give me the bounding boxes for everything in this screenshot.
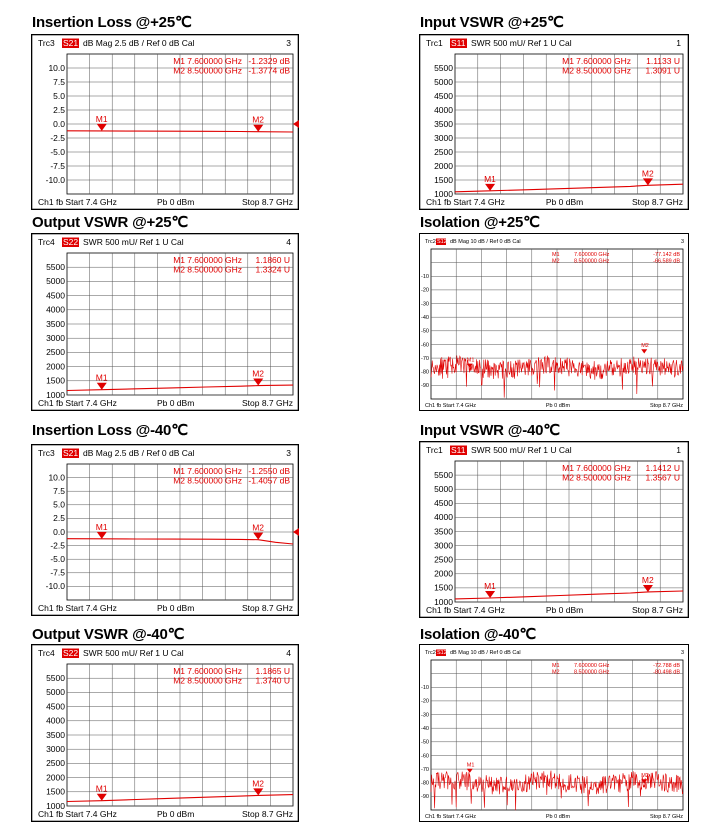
y-tick-label: -60 [421, 753, 429, 760]
y-tick-label: -90 [421, 383, 429, 390]
y-tick-label: 1500 [434, 174, 453, 185]
footer-channel: Ch1 fb Start 7.4 GHz [38, 603, 117, 613]
y-tick-label: 0.0 [53, 526, 65, 537]
param-label: S21 [63, 38, 79, 48]
marker-readout-value: -1.2550 dB [248, 466, 290, 476]
y-tick-label: -90 [421, 794, 429, 801]
y-tick-label: 4500 [434, 90, 453, 101]
marker-readout-name: M2 [562, 472, 574, 483]
y-tick-label: 3000 [434, 132, 453, 143]
y-tick-label: -5.0 [50, 146, 65, 157]
y-tick-label: 4000 [46, 715, 65, 726]
footer-stop: Stop 8.7 GHz [631, 197, 683, 207]
marker-readout-freq: 7.600000 GHz [573, 663, 610, 669]
footer-power: Pb 0 dBm [156, 197, 195, 207]
y-tick-label: 4000 [434, 512, 453, 523]
marker-readout-value: -1.4057 dB [248, 475, 290, 486]
marker-readout-value: 1.1865 U [255, 666, 290, 676]
trace-number: 3 [286, 448, 291, 458]
y-tick-label: 2500 [46, 347, 65, 358]
marker-readout-freq: 7.600000 GHz [187, 255, 243, 265]
trace-number: 1 [676, 38, 681, 48]
marker-readout-value: -1.2329 dB [248, 56, 290, 66]
marker-readout-freq: 7.600000 GHz [576, 463, 631, 473]
footer-power: Pb 0 dBm [156, 398, 195, 408]
marker-readout-value: -66.589 dB [653, 258, 680, 265]
y-tick-label: 7.5 [53, 486, 65, 497]
y-tick-label: 5.0 [53, 499, 65, 510]
y-tick-label: 2500 [434, 554, 453, 565]
marker-readout-name: M1 [551, 663, 560, 669]
chart-svg [419, 34, 689, 210]
footer-power: Pb 0 dBm [545, 814, 571, 820]
footer-stop: Stop 8.7 GHz [649, 403, 683, 409]
trace-label: Trc3 [38, 38, 55, 48]
marker-label: M2 [641, 343, 649, 350]
y-tick-label: 1500 [46, 375, 65, 386]
chart-svg [31, 34, 299, 210]
chart-svg [419, 233, 689, 411]
param-label: S12 [437, 239, 447, 245]
y-tick-label: 2500 [434, 146, 453, 157]
footer-channel: Ch1 fb Start 7.4 GHz [38, 398, 117, 408]
y-tick-label: 3500 [46, 729, 65, 740]
marker-label: M1 [95, 521, 108, 532]
marker-readout-value: -80.498 dB [653, 669, 680, 676]
y-tick-label: 5000 [434, 484, 453, 495]
y-tick-label: 5500 [434, 62, 453, 73]
y-tick-label: 3500 [434, 526, 453, 537]
y-tick-label: 3500 [434, 118, 453, 129]
marker-readout-name: M2 [551, 258, 560, 265]
y-tick-label: 2000 [434, 568, 453, 579]
marker-readout-name: M1 [173, 466, 186, 476]
marker-readout-name: M2 [173, 675, 186, 686]
chart-svg [31, 444, 299, 616]
marker-readout-value: 1.3324 U [255, 264, 290, 275]
y-tick-label: -7.5 [50, 567, 65, 578]
marker-readout-value: 1.3740 U [255, 675, 290, 686]
footer-power: Pb 0 dBm [545, 605, 584, 615]
y-tick-label: -70 [421, 766, 429, 773]
scale-label: SWR 500 mU/ Ref 1 U Cal [83, 237, 184, 247]
marker-readout-freq: 7.600000 GHz [187, 56, 243, 66]
footer-power: Pb 0 dBm [545, 197, 584, 207]
trace-number: 4 [286, 648, 291, 658]
footer-channel: Ch1 fb Start 7.4 GHz [38, 809, 117, 819]
footer-stop: Stop 8.7 GHz [241, 197, 293, 207]
marker-readout-value: 1.1412 U [645, 463, 680, 473]
scale-label: SWR 500 mU/ Ref 1 U Cal [83, 648, 184, 658]
y-tick-label: -80 [421, 780, 429, 787]
scale-label: dB Mag 2.5 dB / Ref 0 dB Cal [83, 448, 195, 458]
y-tick-label: 1500 [434, 582, 453, 593]
panel-title: Input VSWR @+25℃ [420, 14, 564, 31]
footer-power: Pb 0 dBm [156, 809, 195, 819]
y-tick-label: -10.0 [45, 581, 65, 592]
footer-stop: Stop 8.7 GHz [649, 814, 683, 820]
y-tick-label: 1000 [46, 389, 65, 400]
y-tick-label: -50 [421, 328, 429, 335]
y-tick-label: 4500 [46, 290, 65, 301]
trace-number: 3 [680, 239, 684, 245]
footer-channel: Ch1 fb Start 7.4 GHz [38, 197, 117, 207]
chart-svg [31, 644, 299, 822]
marker-readout-name: M2 [173, 264, 186, 275]
param-label: S12 [437, 650, 447, 656]
y-tick-label: 5500 [46, 673, 65, 684]
footer-stop: Stop 8.7 GHz [241, 398, 293, 408]
footer-stop: Stop 8.7 GHz [241, 809, 293, 819]
y-tick-label: 3500 [46, 318, 65, 329]
y-tick-label: 4000 [434, 104, 453, 115]
trace-label: Trc3 [38, 448, 55, 458]
trace-number: 1 [676, 445, 681, 455]
y-tick-label: 5500 [46, 262, 65, 273]
marker-readout-value: -72.788 dB [653, 663, 680, 669]
y-tick-label: -20 [421, 287, 429, 294]
scale-label: SWR 500 mU/ Ref 1 U Cal [471, 445, 572, 455]
insertion-loss-minus40-chart [31, 444, 299, 616]
y-tick-label: -10 [421, 274, 429, 281]
y-tick-label: 2.5 [53, 513, 65, 524]
y-tick-label: -10.0 [45, 174, 65, 185]
y-tick-label: 2000 [46, 361, 65, 372]
marker-readout-name: M1 [562, 56, 574, 66]
panel-title: Isolation @+25℃ [420, 214, 540, 231]
marker-readout-freq: 8.500000 GHz [187, 264, 243, 275]
trace-label: Trc1 [426, 445, 443, 455]
panel-title: Isolation @-40℃ [420, 626, 536, 643]
marker-readout-freq: 7.600000 GHz [573, 252, 610, 258]
footer-channel: Ch1 fb Start 7.4 GHz [426, 605, 505, 615]
marker-readout-freq: 8.500000 GHz [187, 675, 243, 686]
y-tick-label: 10.0 [48, 62, 65, 73]
marker-label: M2 [641, 773, 649, 780]
marker-readout-freq: 7.600000 GHz [576, 56, 631, 66]
y-tick-label: 0.0 [53, 118, 65, 129]
marker-label: M2 [252, 522, 265, 533]
trace-number: 4 [286, 237, 291, 247]
trace-label: Trc2 [425, 239, 436, 245]
marker-readout-freq: 8.500000 GHz [576, 65, 631, 76]
y-tick-label: -2.5 [50, 540, 65, 551]
y-tick-label: -2.5 [50, 132, 65, 143]
y-tick-label: 2500 [46, 758, 65, 769]
param-label: S21 [63, 448, 79, 458]
y-tick-label: 5.0 [53, 90, 65, 101]
y-tick-label: -40 [421, 726, 429, 733]
chart-svg [419, 644, 689, 822]
scale-label: dB Mag 10 dB / Ref 0 dB Cal [450, 650, 521, 656]
param-label: S22 [63, 648, 79, 658]
footer-channel: Ch1 fb Start 7.4 GHz [425, 403, 477, 409]
input-vswr-minus40-chart [419, 441, 689, 618]
marker-label: M1 [95, 113, 108, 124]
marker-readout-value: -77.142 dB [653, 252, 680, 258]
y-tick-label: 3000 [46, 744, 65, 755]
y-tick-label: 1000 [434, 596, 453, 607]
marker-label: M1 [95, 783, 108, 794]
footer-stop: Stop 8.7 GHz [631, 605, 683, 615]
marker-readout-value: 1.3567 U [645, 472, 680, 483]
param-label: S11 [451, 445, 466, 455]
y-tick-label: 4000 [46, 304, 65, 315]
trace-number: 3 [286, 38, 291, 48]
y-tick-label: -60 [421, 342, 429, 349]
scale-label: SWR 500 mU/ Ref 1 U Cal [471, 38, 572, 48]
marker-readout-value: 1.1133 U [646, 56, 680, 66]
y-tick-label: 4500 [434, 498, 453, 509]
y-tick-label: 1000 [46, 800, 65, 811]
y-tick-label: 3000 [434, 540, 453, 551]
y-tick-label: 1000 [434, 188, 453, 199]
marker-readout-name: M1 [173, 255, 186, 265]
y-tick-label: -30 [421, 712, 429, 719]
marker-readout-value: 1.3091 U [645, 65, 680, 76]
marker-label: M1 [466, 762, 475, 769]
y-tick-label: -20 [421, 698, 429, 705]
y-tick-label: -7.5 [50, 160, 65, 171]
input-vswr-25-chart [419, 34, 689, 210]
param-label: S22 [63, 237, 79, 247]
marker-readout-freq: 8.500000 GHz [187, 475, 243, 486]
y-tick-label: -30 [421, 301, 429, 308]
marker-readout-name: M1 [562, 463, 574, 473]
y-tick-label: 3000 [46, 333, 65, 344]
trace-label: Trc4 [38, 237, 55, 247]
marker-readout-name: M1 [173, 56, 186, 66]
marker-label: M2 [252, 368, 265, 379]
y-tick-label: 2000 [434, 160, 453, 171]
y-tick-label: -10 [421, 685, 429, 692]
marker-readout-value: 1.1860 U [255, 255, 290, 265]
y-tick-label: -40 [421, 315, 429, 322]
y-tick-label: 7.5 [53, 76, 65, 87]
marker-readout-name: M2 [173, 475, 186, 486]
y-tick-label: 5000 [46, 276, 65, 287]
marker-readout-freq: 8.500000 GHz [573, 669, 610, 676]
trace-label: Trc4 [38, 648, 55, 658]
marker-readout-freq: 8.500000 GHz [187, 65, 243, 76]
y-tick-label: 5500 [434, 469, 453, 480]
marker-readout-value: -1.3774 dB [248, 65, 290, 76]
y-tick-label: 10.0 [48, 472, 65, 483]
y-tick-label: -70 [421, 355, 429, 362]
marker-readout-name: M1 [173, 666, 186, 676]
footer-power: Pb 0 dBm [156, 603, 195, 613]
scale-label: dB Mag 10 dB / Ref 0 dB Cal [450, 239, 521, 245]
y-tick-label: 5000 [46, 687, 65, 698]
marker-label: M2 [252, 114, 265, 125]
y-tick-label: 2000 [46, 772, 65, 783]
output-vswr-25-chart [31, 233, 299, 411]
isolation-25-chart [419, 233, 689, 411]
marker-label: M1 [95, 372, 108, 383]
marker-label: M1 [466, 357, 475, 364]
y-tick-label: 4500 [46, 701, 65, 712]
chart-svg [31, 233, 299, 411]
footer-power: Pb 0 dBm [545, 403, 571, 409]
marker-readout-freq: 7.600000 GHz [187, 666, 243, 676]
panel-title: Output VSWR @-40℃ [32, 626, 185, 643]
marker-readout-freq: 8.500000 GHz [573, 258, 610, 265]
trace-number: 3 [680, 650, 684, 656]
footer-channel: Ch1 fb Start 7.4 GHz [425, 814, 477, 820]
output-vswr-minus40-chart [31, 644, 299, 822]
marker-label: M2 [641, 574, 654, 585]
scale-label: dB Mag 2.5 dB / Ref 0 dB Cal [83, 38, 195, 48]
chart-svg [419, 441, 689, 618]
marker-label: M1 [484, 581, 496, 592]
marker-readout-name: M2 [551, 669, 560, 676]
marker-readout-name: M2 [173, 65, 186, 76]
marker-readout-freq: 8.500000 GHz [576, 472, 631, 483]
trace-label: Trc1 [426, 38, 443, 48]
panel-title: Input VSWR @-40℃ [420, 422, 560, 439]
panel-title: Output VSWR @+25℃ [32, 214, 188, 231]
trace-label: Trc2 [425, 650, 436, 656]
marker-label: M2 [641, 168, 654, 179]
marker-readout-name: M1 [551, 252, 560, 258]
marker-label: M2 [252, 778, 265, 789]
y-tick-label: -5.0 [50, 554, 65, 565]
y-tick-label: 1500 [46, 786, 65, 797]
panel-title: Insertion Loss @-40℃ [32, 422, 188, 439]
param-label: S11 [451, 38, 466, 48]
y-tick-label: 5000 [434, 76, 453, 87]
marker-readout-name: M2 [562, 65, 574, 76]
y-tick-label: 2.5 [53, 104, 65, 115]
marker-label: M1 [484, 173, 496, 184]
panel-title: Insertion Loss @+25℃ [32, 14, 192, 31]
footer-stop: Stop 8.7 GHz [241, 603, 293, 613]
isolation-minus40-chart [419, 644, 689, 822]
insertion-loss-25-chart [31, 34, 299, 210]
marker-readout-freq: 7.600000 GHz [187, 466, 243, 476]
footer-channel: Ch1 fb Start 7.4 GHz [426, 197, 505, 207]
y-tick-label: -50 [421, 739, 429, 746]
y-tick-label: -80 [421, 369, 429, 376]
